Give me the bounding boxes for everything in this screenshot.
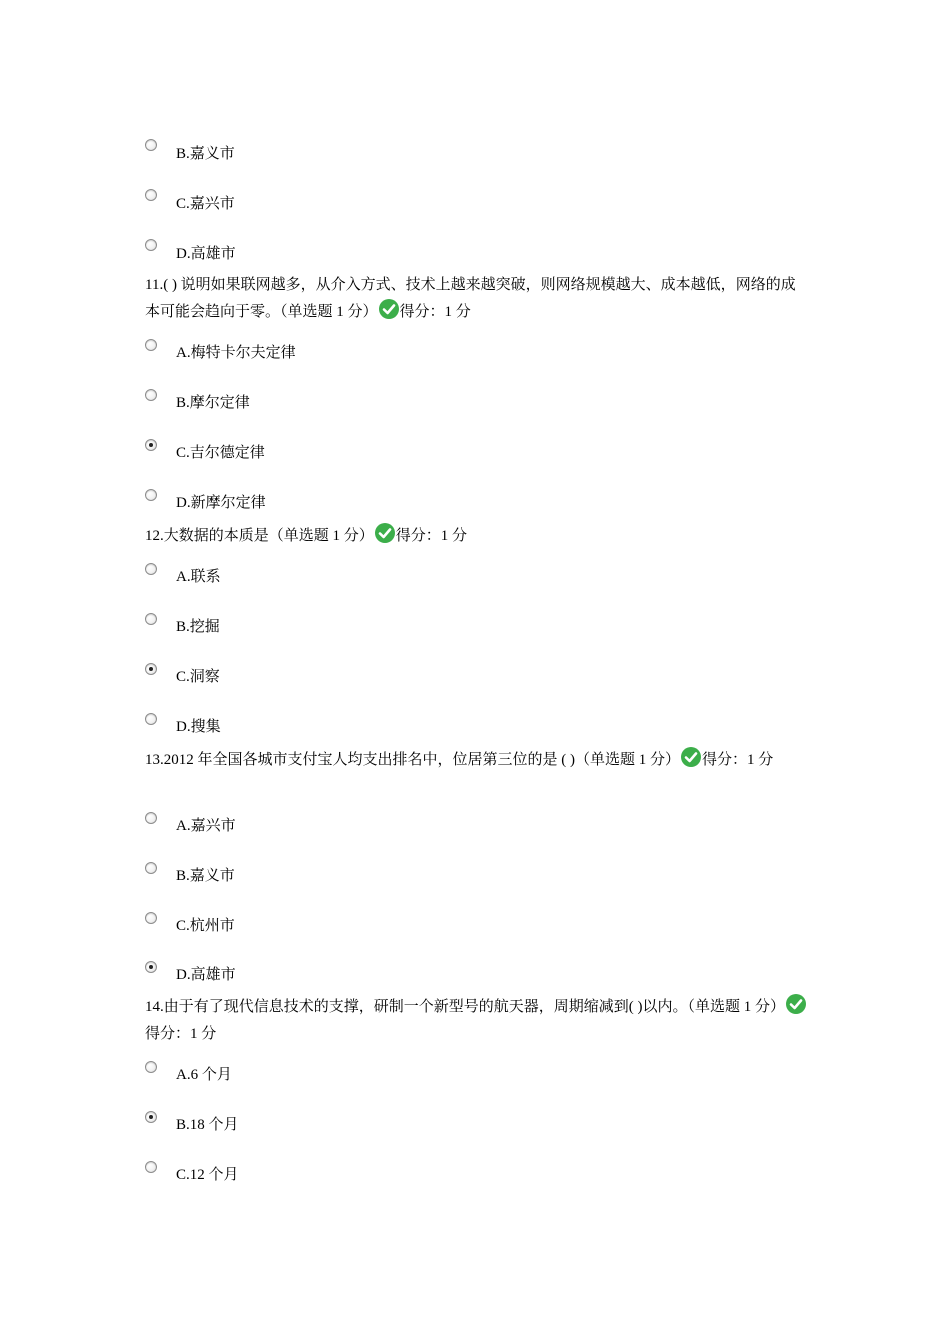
question-stem: 14.由于有了现代信息技术的支撑，研制一个新型号的航天器，周期缩减到( )以内。（单选题 1 分） [145,999,785,1015]
question-11 [145,272,810,326]
option-label: C.12 个月 [176,1167,239,1183]
radio-q12-d[interactable] [145,713,157,725]
option-label: D.高雄市 [176,246,236,262]
score-text: 得分：1 分 [399,304,471,320]
option-label: B.挖掘 [176,619,220,635]
radio-q11-d[interactable] [145,489,157,501]
radio-q13-d-selected[interactable] [145,961,157,973]
score-text: 得分：1 分 [395,528,468,544]
check-circle-icon [379,299,399,319]
radio-q13-c[interactable] [145,912,157,924]
radio-q12-b[interactable] [145,613,157,625]
option-label: A.嘉兴市 [176,818,236,834]
radio-q13-a[interactable] [145,812,157,824]
radio-q11-b[interactable] [145,389,157,401]
radio-q10-d[interactable] [145,239,157,251]
option-label: D.新摩尔定律 [176,495,266,511]
option-label: D.高雄市 [176,967,236,983]
check-circle-icon [681,747,701,767]
radio-q14-c[interactable] [145,1161,157,1173]
question-12 [145,523,810,550]
radio-q14-b-selected[interactable] [145,1111,157,1123]
question-14 [145,994,810,1048]
option-label: A.梅特卡尔夫定律 [176,345,296,361]
question-stem: 11.( ) 说明如果联网越多，从介入方式、技术上越来越突破，则网络规模越大、成本越低，网络的成本可能会趋向于零。（单选题 1 分） [145,277,796,320]
radio-q10-c[interactable] [145,189,157,201]
option-label: C.吉尔德定律 [176,445,265,461]
option-label: C.洞察 [176,669,220,685]
option-label: C.杭州市 [176,918,235,934]
option-label: B.嘉义市 [176,146,235,162]
option-label: B.摩尔定律 [176,395,250,411]
radio-q14-a[interactable] [145,1061,157,1073]
radio-q12-c-selected[interactable] [145,663,157,675]
option-label: B.嘉义市 [176,868,235,884]
option-label: D.搜集 [176,719,221,735]
check-circle-icon [375,523,395,543]
radio-q11-a[interactable] [145,339,157,351]
option-label: C.嘉兴市 [176,196,235,212]
radio-q13-b[interactable] [145,862,157,874]
question-stem: 13.2012 年全国各城市支付宝人均支出排名中，位居第三位的是 ( )（单选题 1 分） [145,752,680,768]
option-label: A.联系 [176,569,221,585]
radio-q10-b[interactable] [145,139,157,151]
check-circle-icon [786,994,806,1014]
radio-q11-c-selected[interactable] [145,439,157,451]
score-text: 得分：1 分 [145,1026,217,1042]
option-label: B.18 个月 [176,1117,239,1133]
question-stem: 12.大数据的本质是（单选题 1 分） [145,528,374,544]
question-13 [145,747,810,771]
radio-q12-a[interactable] [145,563,157,575]
option-label: A.6 个月 [176,1067,232,1083]
score-text: 得分：1 分 [702,752,774,768]
